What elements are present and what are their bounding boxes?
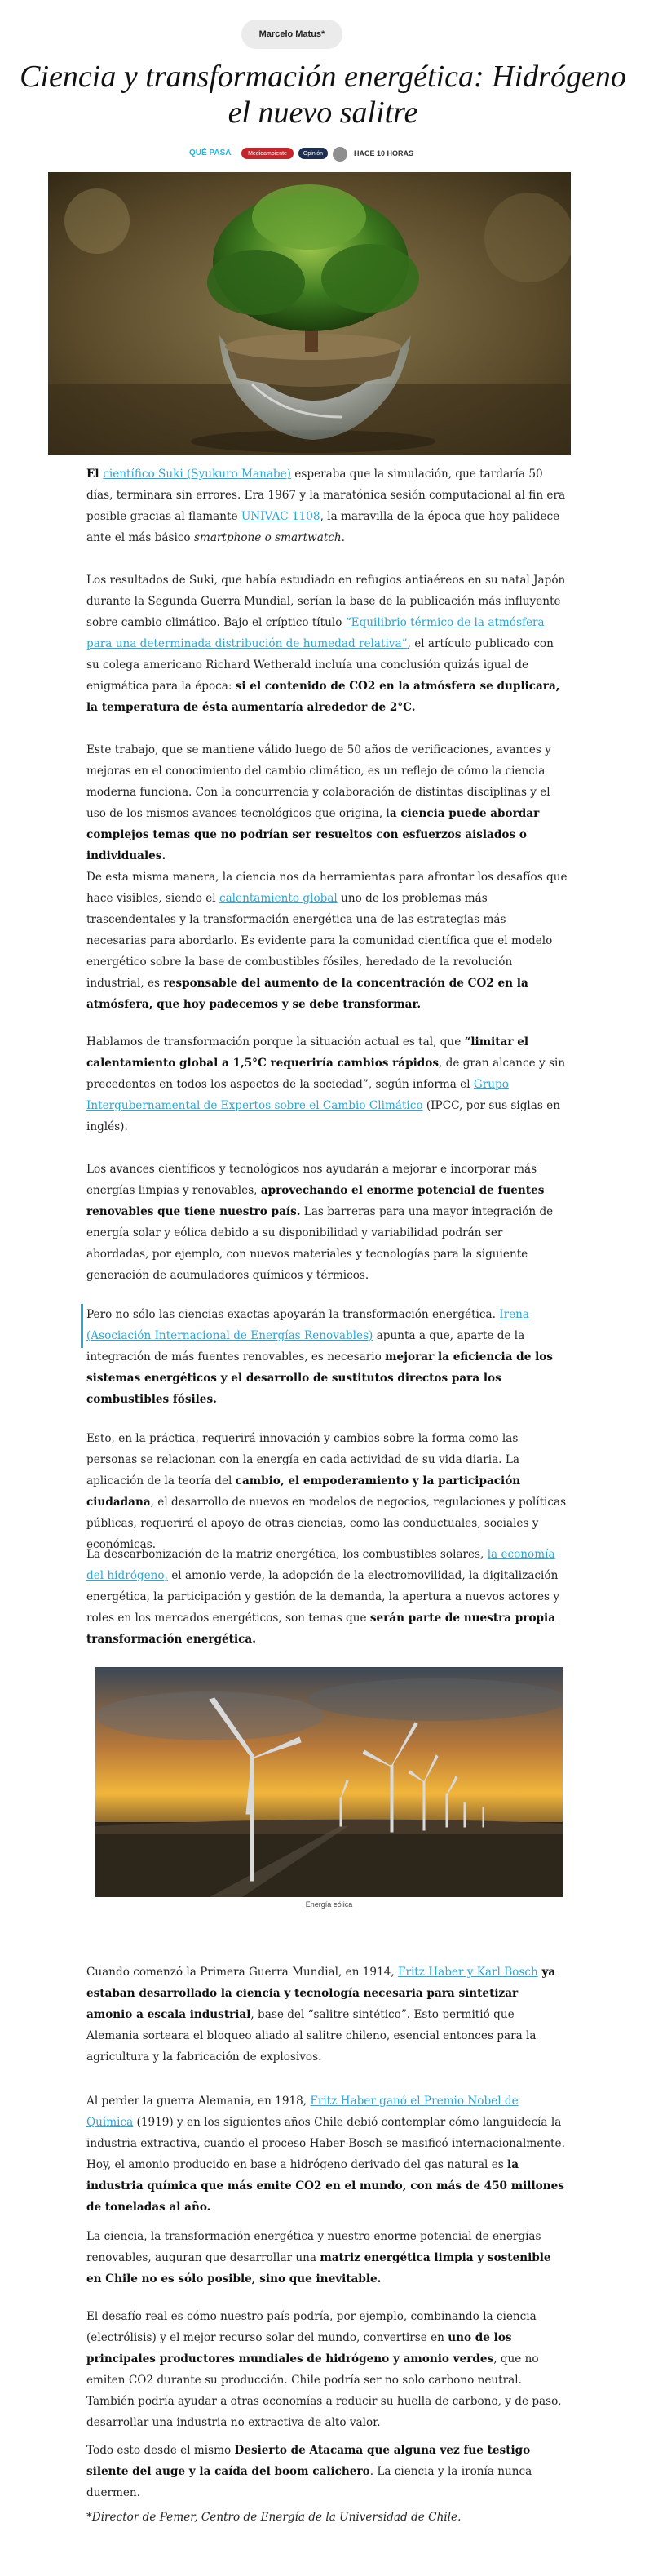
paragraph-8 [86, 1428, 568, 1555]
quote-bar [81, 1304, 83, 1348]
p4-text: De esta misma manera, la ciencia nos da herramientas para afrontar los desafíos que hace visibles, siendo el [86, 871, 568, 905]
link-irena[interactable]: Irena (Asociación Internacional de Energías Renovables) [86, 1308, 530, 1342]
p2-text: Los resultados de Suki, que había estudiado en refugios antiaéreos en su natal Japón durante la Segunda Guerra Mundial, serían la base de la publicación más influyente sobre cambio climático. Bajo el críptico título [86, 574, 566, 629]
p7-bold: mejorar la eficiencia de los sistemas energéticos y el desarrollo de sustitutos directos para los combustibles fósiles. [86, 1350, 553, 1406]
tag-medioambiente[interactable]: Medioambiente [241, 148, 294, 159]
hero-image [48, 172, 571, 455]
paragraph-1 [86, 463, 568, 548]
p6-text-2: Las barreras para una mayor integración de energía solar y eólica debido a su disponibilidad y variabilidad podrán ser abordadas, por ejemplo, con nuevos materiales y tecnologías para la siguiente generación de acumuladores químicos y térmicos. [86, 1205, 554, 1282]
p12-bold: matriz energética limpia y sostenible en Chile no es sólo posible, sino que inevitable. [86, 2251, 551, 2286]
p8-bold: cambio, el empoderamiento y la participación ciudadana [86, 1474, 521, 1509]
p10-bold: ya estaban desarrollado la ciencia y tecnología necesaria para sintetizar amonio a escala industrial [86, 1966, 556, 2021]
p4-bold: esponsable del aumento de la concentración de CO2 en la atmósfera, que hoy padecemos y se debe transformar. [86, 977, 528, 1011]
p7-text-2: apunta a que, aparte de la integración de más fuentes renovables, es necesario [86, 1329, 525, 1363]
p1-lead: El [86, 468, 104, 481]
p7-text: Pero no sólo las ciencias exactas apoyarán la transformación energética. [86, 1308, 500, 1321]
p2-text-2: , el artículo publicado con su colega americano Richard Wetherald incluía una conclusión quizás igual de enigmática para la época: [86, 637, 554, 693]
paragraph-10 [86, 1962, 568, 2068]
p11-text-2: (1919) y en los siguientes años Chile debió contemplar cómo languidecía la industria extractiva, cuando el proceso Haber-Bosch se masificó internacionalmente. Hoy, el amonio producido en base a hidrógeno derivado del gas natural es [86, 2116, 565, 2171]
link-calentamiento-global[interactable]: calentamiento global [219, 892, 338, 905]
paragraph-3 [86, 739, 568, 867]
p13-text: El desafío real es cómo nuestro país podría, por ejemplo, combinando la ciencia (electrólisis) y el mejor recurso solar del mundo, convertirse en [86, 2310, 537, 2344]
p1-end: . [341, 531, 345, 544]
p3-text: Este trabajo, que se mantiene válido luego de 50 años de verificaciones, avances y mejoras en el conocimiento del cambio climático, es un reflejo de cómo la ciencia moderna funciona. Con la concurrencia y colaboración de distintas disciplinas y el uso de los mismos avances tecnológicos que origina, l [86, 743, 551, 820]
p10-text: Cuando comenzó la Primera Guerra Mundial, en 1914, [86, 1966, 399, 1979]
p5-text-2: , de gran alcance y sin precedentes en todos los aspectos de la sociedad”, según informa el [86, 1057, 566, 1091]
paragraph-12 [86, 2226, 568, 2290]
link-ipcc[interactable]: Grupo Intergubernamental de Expertos sobre el Cambio Climático [86, 1078, 509, 1112]
p11-bold: la industria química que más emite CO2 en el mundo, con más de 450 millones de toneladas al año. [86, 2158, 564, 2214]
tag-opinion[interactable]: Opinión [298, 148, 328, 159]
link-equilibrio-termico[interactable]: “Equilibrio térmico de la atmósfera para una determinada distribución de humedad relativa” [86, 616, 545, 650]
p13-text-2: , que no emiten CO2 durante su producción. Chile podría ser no solo carbono neutral. También podría ayudar a otras economías a reducir su huella de carbono, y de paso, desarrollar una industria no extractiva de alto valor. [86, 2352, 562, 2429]
link-suki-manabe[interactable]: científico Suki (Syukuro Manabe) [103, 468, 291, 481]
paragraph-9 [86, 1544, 568, 1650]
author-footnote [86, 2507, 568, 2528]
p14-text: Todo esto desde el mismo [86, 2444, 235, 2457]
p4-text-2: uno de los problemas más trascendentales y la transformación energética una de las estrategias más necesarias para abordarlo. Es evidente para la comunidad científica que el modelo energético sobre la base de combustibles fósiles, heredado de la revolución industrial, es r [86, 892, 553, 990]
link-economia-hidrogeno[interactable]: la economía del hidrógeno, [86, 1548, 555, 1582]
paragraph-4 [86, 867, 568, 1015]
paragraph-14 [86, 2440, 568, 2503]
p12-text: La ciencia, la transformación energética y nuestro enorme potencial de energías renovables, auguran que desarrollar una [86, 2230, 541, 2264]
paragraph-13 [86, 2306, 568, 2433]
p9-text: La descarbonización de la matriz energética, los combustibles solares, [86, 1548, 488, 1561]
p6-text: Los avances científicos y tecnológicos nos ayudarán a mejorar e incorporar más energías limpias y renovables, [86, 1163, 537, 1197]
p11-text: Al perder la guerra Alemania, en 1918, [86, 2095, 311, 2108]
footnote-text: *Director de Pemer, Centro de Energía de la Universidad de Chile. [86, 2511, 462, 2524]
p5-text-3: (IPCC, por sus siglas en inglés). [86, 1099, 560, 1133]
publish-time: HACE 10 HORAS [354, 149, 414, 157]
section-link[interactable]: QUÉ PASA [189, 149, 232, 157]
p13-bold: uno de los principales productores mundiales de hidrógeno y amonio verdes [86, 2331, 512, 2365]
meta-row [0, 147, 645, 162]
paragraph-5 [86, 1031, 568, 1137]
p14-text-2: . La ciencia y la ironía nunca duermen. [86, 2465, 532, 2499]
wind-farm-image [95, 1667, 563, 1897]
p6-bold: aprovechando el enorme potencial de fuentes renovables que tiene nuestro país. [86, 1184, 545, 1218]
p2-bold: si el contenido de CO2 en la atmósfera se duplicara, la temperatura de ésta aumentaría alrededor de 2°C. [86, 680, 560, 714]
p5-bold: “limitar el calentamiento global a 1,5°C requeriría cambios rápidos [86, 1035, 529, 1070]
p14-bold: Desierto de Atacama que alguna vez fue testigo silente del auge y la caída del boom calichero [86, 2444, 531, 2478]
link-haber-bosch[interactable]: Fritz Haber y Karl Bosch [398, 1966, 538, 1979]
share-icon[interactable] [333, 147, 347, 162]
figure-caption: Energía eólica [305, 1900, 353, 1909]
p1-text: esperaba que la simulación, que tardaría 50 días, terminara sin errores. Era 1967 y la maratónica sesión computacional al fin era posible gracias al flamante [86, 468, 566, 523]
link-haber-nobel[interactable]: Fritz Haber ganó el Premio Nobel de Química [86, 2095, 519, 2129]
paragraph-7 [86, 1304, 568, 1410]
link-univac[interactable]: UNIVAC 1108 [241, 510, 320, 523]
p9-text-2: el amonio verde, la adopción de la electromovilidad, la digitalización energética, la participación y gestión de la demanda, la apertura a nuevos actores y roles en los mercados energéticos, son temas que [86, 1569, 560, 1625]
p8-text-2: , el desarrollo de nuevos en modelos de negocios, regulaciones y políticas públicas, requerirá el apoyo de otras ciencias, como las conductuales, sociales y económicas. [86, 1496, 567, 1551]
article-title: Ciencia y transformación energética: Hidrógeno el nuevo salitre [20, 60, 626, 130]
paragraph-6 [86, 1159, 568, 1286]
p1-emphasis: smartphone o smartwatch [193, 531, 342, 544]
p9-bold: serán parte de nuestra propia transformación energética. [86, 1612, 556, 1646]
author-pill[interactable]: Marcelo Matus* [241, 20, 342, 49]
paragraph-2 [86, 570, 568, 718]
p1-text-2: , la maravilla de la época que hoy palidece ante el más básico [86, 510, 560, 544]
p3-bold: a ciencia puede abordar complejos temas que no podrían ser resueltos con esfuerzos aislados o individuales. [86, 807, 540, 862]
p8-text: Esto, en la práctica, requerirá innovación y cambios sobre la forma como las personas se relacionan con la energía en cada actividad de su vida diaria. La aplicación de la teoría del [86, 1432, 519, 1488]
p5-text: Hablamos de transformación porque la situación actual es tal, que [86, 1035, 465, 1049]
p10-text-2: , base del “salitre sintético”. Esto permitió que Alemania sorteara el bloqueo aliado al salitre chileno, esencial entonces para la agricultura y la fabricación de explosivos. [86, 2008, 537, 2064]
paragraph-11 [86, 2091, 568, 2218]
